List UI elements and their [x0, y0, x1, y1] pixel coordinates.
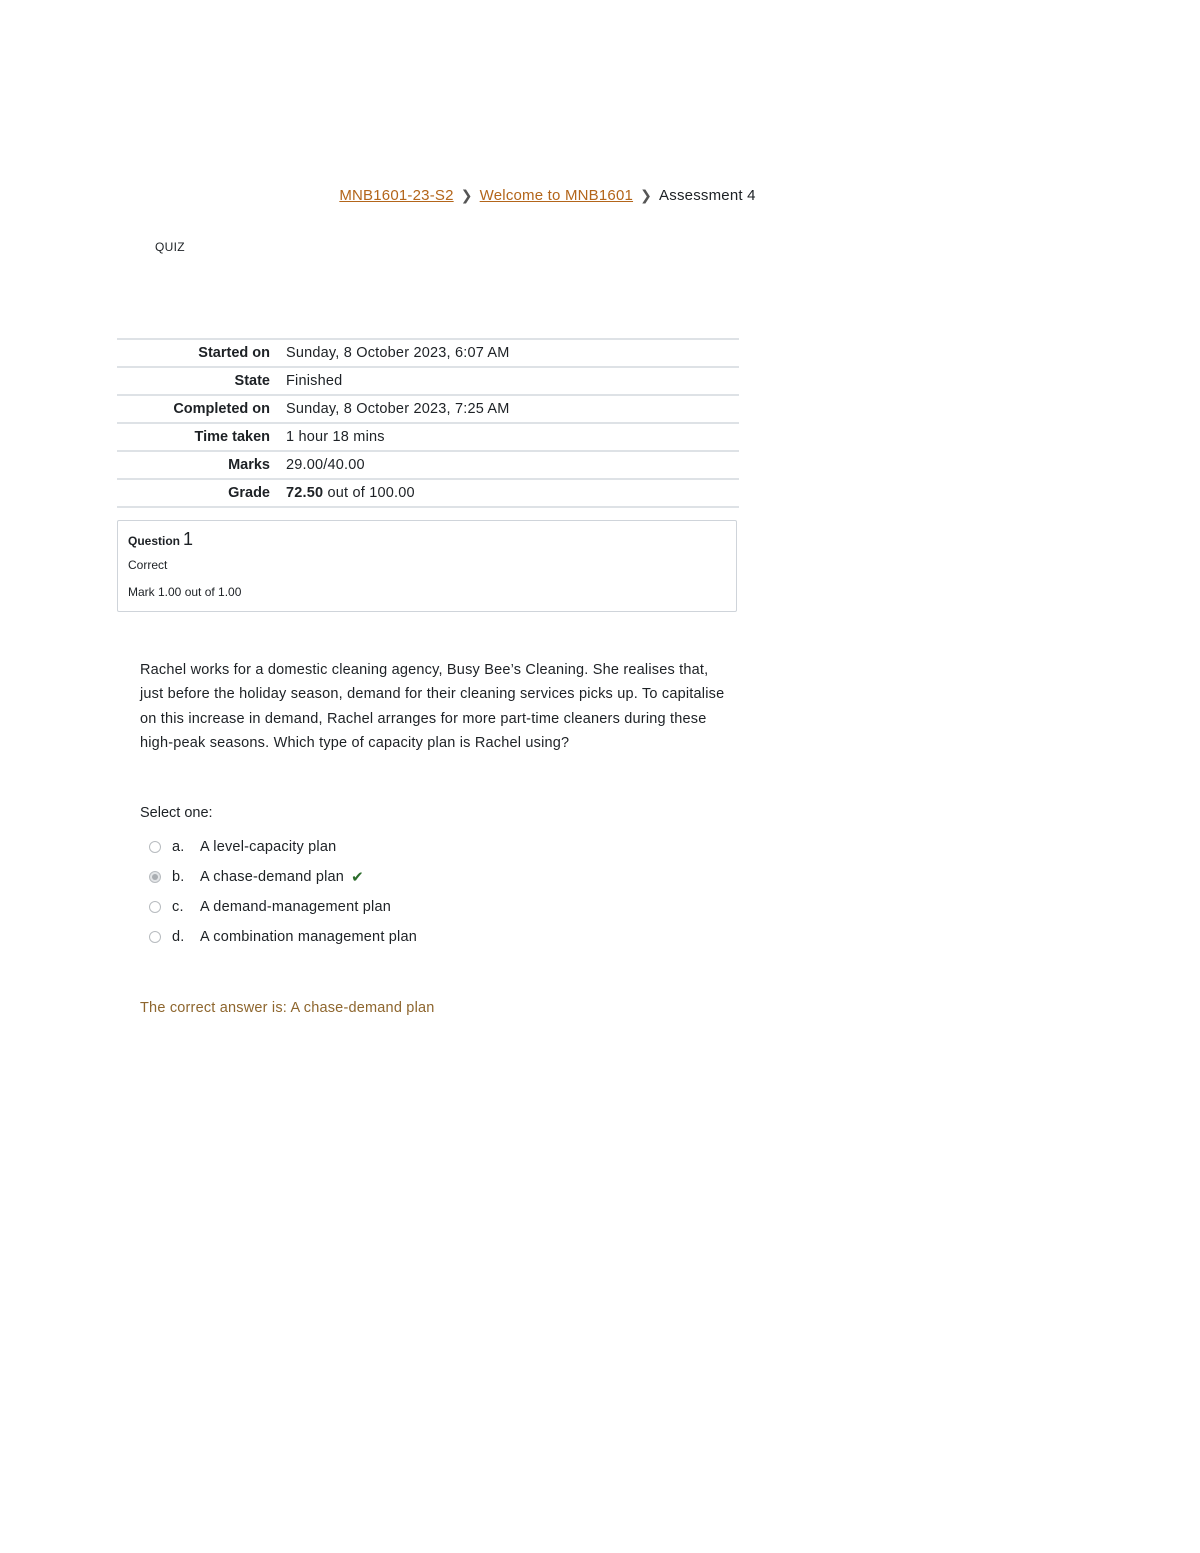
summary-label: State: [234, 372, 270, 389]
grade-suffix: out of 100.00: [323, 484, 415, 501]
table-row: [117, 395, 739, 423]
question-info-box: [117, 520, 737, 612]
summary-value: Finished: [286, 372, 343, 389]
summary-value: Sunday, 8 October 2023, 7:25 AM: [286, 400, 510, 417]
answer-option-c[interactable]: [148, 892, 417, 922]
option-text: A combination management plan: [200, 929, 417, 945]
summary-label: Started on: [198, 344, 270, 361]
option-letter: b.: [172, 869, 185, 885]
question-text: Rachel works for a domestic cleaning agency, Busy Bee’s Cleaning. She realises that, just before the holiday season, demand for their cleaning services picks up. To capitalise on this increase in demand, Rachel arranges for more part-time cleaners during these high-peak seasons. Which type of capacity plan is Rachel using?: [140, 662, 725, 751]
summary-label: Time taken: [194, 428, 270, 445]
table-row: [117, 423, 739, 451]
breadcrumb-section-link[interactable]: Welcome to MNB1601: [479, 187, 634, 204]
table-row: [117, 451, 739, 479]
attempt-summary-table: [117, 338, 739, 508]
breadcrumb-course-link[interactable]: MNB1601-23-S2: [339, 187, 454, 204]
radio-button[interactable]: [149, 931, 161, 943]
breadcrumb-current: Assessment 4: [659, 187, 756, 204]
chevron-right-icon: ❯: [460, 187, 473, 203]
summary-label: Marks: [228, 456, 270, 473]
table-row: [117, 479, 739, 507]
grade-value: [286, 479, 739, 507]
answer-option-d[interactable]: [148, 922, 417, 952]
answer-prompt: Select one:: [140, 805, 213, 821]
summary-label: Completed on: [173, 400, 270, 417]
correct-answer-feedback: The correct answer is: A chase-demand plan: [140, 1000, 435, 1016]
question-number: [128, 529, 726, 550]
quiz-label: QUIZ: [155, 240, 185, 254]
table-row: [117, 367, 739, 395]
check-icon: ✔: [351, 869, 364, 886]
option-text: A level-capacity plan: [200, 839, 337, 855]
radio-button-selected[interactable]: [149, 871, 161, 883]
radio-button[interactable]: [149, 901, 161, 913]
summary-value: Sunday, 8 October 2023, 6:07 AM: [286, 344, 510, 361]
option-letter: c.: [172, 899, 184, 915]
option-text: A chase-demand plan: [200, 869, 345, 885]
answer-option-a[interactable]: [148, 832, 417, 862]
option-letter: d.: [172, 929, 185, 945]
answer-options: [148, 832, 417, 952]
grade-score: 72.50: [286, 484, 324, 501]
chevron-right-icon: ❯: [640, 187, 653, 203]
question-label: Question: [128, 534, 181, 548]
answer-option-b[interactable]: [148, 862, 417, 892]
table-row: [117, 339, 739, 367]
question-state: Correct: [128, 558, 168, 572]
summary-label: Grade: [228, 484, 270, 501]
option-text: A demand-management plan: [200, 899, 392, 915]
question-number-value: 1: [183, 529, 194, 549]
summary-value: 29.00/40.00: [286, 456, 365, 473]
breadcrumb: [0, 187, 1095, 204]
option-letter: a.: [172, 839, 185, 855]
summary-value: 1 hour 18 mins: [286, 428, 385, 445]
radio-button[interactable]: [149, 841, 161, 853]
question-mark: Mark 1.00 out of 1.00: [128, 585, 242, 599]
